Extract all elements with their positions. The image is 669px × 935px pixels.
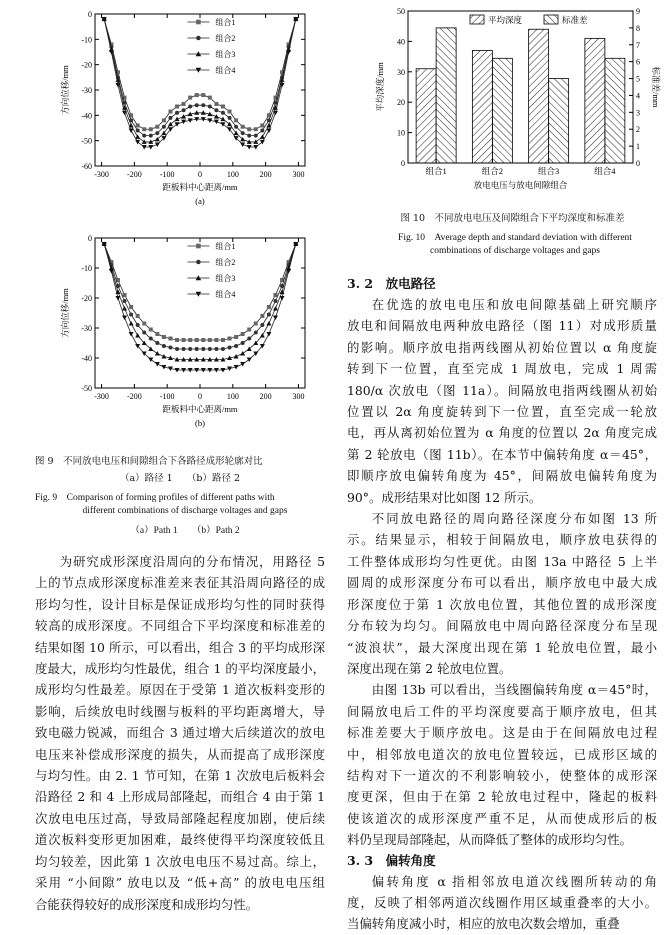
text-line: 180/α 次放电（图 11a）。间隔放电指两线圈从初始: [347, 382, 657, 398]
point-marker-circle: [136, 129, 140, 133]
text-line: 度最大，成形均匀性最优，组合 1 的平均深度最小，: [35, 661, 325, 677]
x-tick-label: -200: [127, 170, 142, 179]
point-marker-square: [260, 123, 264, 127]
x-tick-label: 组合2: [481, 166, 504, 176]
point-marker-circle: [260, 129, 264, 133]
point-marker-triangle: [240, 351, 245, 356]
y-tick-label-right: 4: [636, 91, 640, 101]
point-marker-circle: [221, 347, 225, 351]
text-line: 标准差要大于顺序放电。这是由于在间隔放电过程: [347, 725, 657, 741]
text-line: 结果如图 10 所示，可以看出，组合 3 的平均成形深: [35, 639, 325, 655]
x-tick-label: 200: [259, 392, 272, 401]
text-line: 为研究成形深度沿周向的分布情况，用路径 5: [59, 554, 325, 569]
text-line: 合能获得较好的成形深度和成形均匀性。: [35, 896, 259, 912]
point-marker-circle: [254, 331, 258, 335]
point-marker-square: [196, 244, 201, 249]
y-tick-label-right: 8: [636, 23, 640, 33]
point-marker-circle: [162, 125, 166, 129]
y-tick-label-right: 2: [636, 125, 640, 135]
text-line: 位置以 2α 角度旋转到下一位置，直至完成一轮放: [347, 404, 657, 420]
y-tick-label: -20: [81, 60, 92, 70]
point-marker-circle: [196, 260, 201, 265]
point-marker-square: [260, 314, 264, 318]
y-tick-label: -60: [81, 162, 92, 171]
text-line: 90°。成形结果对比如图 12 所示。: [347, 489, 542, 505]
text-line: 形深度位于第 1 次放电位置，其他位置的成形深度: [347, 596, 657, 612]
text-line: 深度出现在第 2 轮放电位置。: [347, 660, 512, 676]
y-tick-label-right: 1: [636, 142, 640, 152]
point-marker-circle: [208, 104, 212, 108]
x-tick-label: -300: [94, 170, 109, 179]
x-tick-label: -100: [159, 392, 175, 401]
point-marker-triangle-down: [240, 362, 245, 367]
fig9-caption-en: [35, 489, 335, 536]
y-tick-label: -10: [81, 35, 92, 45]
point-marker-triangle-down: [122, 316, 127, 321]
x-tick-label: 组合3: [537, 166, 560, 176]
legend-label: 组合3: [215, 274, 236, 283]
point-marker-square: [182, 338, 186, 342]
point-marker-circle: [195, 347, 199, 351]
point-marker-square: [214, 102, 218, 106]
y-tick-label-left: 20: [397, 98, 405, 108]
point-marker-triangle-down: [247, 358, 252, 363]
text-line: 偏转角度 α 指相邻放电道次线圈所转动的角: [371, 873, 657, 889]
point-marker-circle: [129, 313, 133, 317]
y-tick-label: -40: [81, 354, 92, 363]
point-marker-circle: [228, 346, 232, 350]
text-line: 与均匀性。由 2. 1 节可知，在第 1 次放电后板料会: [35, 768, 325, 784]
x-tick-label: 0: [198, 392, 202, 401]
legend-label: 组合4: [215, 66, 236, 75]
point-marker-square: [254, 322, 258, 326]
x-axis-label: 放电电压与放电间隙组合: [473, 180, 568, 190]
y-tick-label: 0: [88, 234, 92, 243]
y-tick-label: -30: [81, 86, 92, 95]
point-marker-square: [168, 337, 172, 341]
bar-average-depth: [585, 38, 605, 163]
y-tick-label-left: 40: [397, 37, 405, 47]
point-marker-square: [247, 127, 251, 131]
right-column-text: [347, 274, 657, 935]
point-marker-circle: [188, 104, 192, 108]
text-line: 采用 “小间隙” 放电以及 “低+高” 的放电电压组: [35, 875, 325, 891]
point-marker-circle: [267, 313, 271, 317]
point-marker-circle: [241, 131, 245, 135]
point-marker-circle: [260, 323, 264, 327]
fig10-caption-en: [365, 229, 665, 256]
point-marker-circle: [273, 299, 277, 303]
fig10-caption-zh: 图 10 不同放电电压及间隙组合下平均深度和标准差: [400, 213, 625, 224]
point-marker-square: [149, 328, 153, 332]
text-line: 形均匀性，设计目标是保证成形均匀性的同时获得: [35, 596, 325, 612]
bar-standard-deviation: [549, 79, 569, 163]
x-tick-label: 0: [198, 170, 202, 179]
point-marker-circle: [214, 108, 218, 112]
point-marker-triangle-down: [129, 129, 134, 134]
point-marker-triangle: [260, 333, 265, 338]
bar-average-depth: [416, 69, 436, 163]
fig9-caption-en-sub: （a）Path 1 （b）Path 2: [130, 526, 240, 536]
point-marker-triangle: [234, 354, 239, 359]
y-tick-label-right: 6: [636, 57, 640, 67]
point-marker-triangle-down: [148, 358, 153, 363]
fig10-caption-en-title: Fig. 10 Average depth and standard deviation with different: [398, 233, 632, 243]
y-tick-label: -10: [81, 264, 92, 273]
point-marker-triangle-down: [155, 362, 160, 367]
x-tick-label: 组合1: [425, 166, 447, 176]
point-marker-square: [208, 338, 212, 342]
point-marker-circle: [228, 116, 232, 120]
point-marker-square: [175, 104, 179, 108]
y-tick-label: -40: [81, 111, 92, 121]
legend-label: 组合4: [215, 290, 236, 299]
y-tick-label-left: 0: [401, 159, 405, 168]
point-marker-square: [247, 328, 251, 332]
text-line: 影响，后续放电时线圈与板料的平均距离增大，导: [35, 703, 325, 719]
point-marker-circle: [175, 347, 179, 351]
text-line: 工件整体成形均匀性更优。由图 13a 中路径 5 上半: [347, 553, 657, 569]
point-marker-square: [267, 305, 271, 309]
legend-label: 标准差: [562, 15, 588, 25]
point-marker-circle: [182, 108, 186, 112]
section-3-2-para-3: [347, 679, 657, 850]
text-line: 均匀较差，因此第 1 次放电电压不易过高。综上，: [35, 853, 325, 869]
x-tick-label: 组合4: [594, 166, 616, 176]
y-axis-label: 方向位移/mm: [60, 65, 70, 115]
text-line: 致电磁力锐减，而组合 3 通过增大后续道次的放电: [35, 725, 325, 741]
point-marker-circle: [208, 347, 212, 351]
point-marker-square: [162, 335, 166, 339]
point-marker-square: [155, 332, 159, 336]
point-marker-circle: [214, 347, 218, 351]
legend-label: 组合3: [215, 50, 236, 59]
bar-standard-deviation: [436, 28, 456, 163]
fig9b-chart: [45, 230, 315, 445]
point-marker-circle: [221, 111, 225, 115]
fig9-caption-zh-sub: （a）路径 1 （b）路径 2: [119, 473, 241, 484]
y-tick-label: -50: [81, 384, 92, 393]
point-marker-square: [201, 93, 205, 97]
series-组合3: [102, 242, 299, 362]
text-line: “波浪状”，最大深度出现在第 1 轮放电位置，最小: [347, 639, 657, 655]
y-tick-label: -20: [81, 294, 92, 303]
chart-sublabel: (b): [195, 418, 205, 428]
point-marker-circle: [234, 125, 238, 129]
section-3-3-para-1: [347, 871, 657, 935]
y-tick-label: 0: [88, 10, 92, 19]
y-tick-label-right: 5: [636, 74, 640, 84]
point-marker-square: [129, 305, 133, 309]
point-marker-square: [136, 314, 140, 318]
point-marker-square: [182, 102, 186, 106]
point-marker-circle: [182, 347, 186, 351]
point-marker-triangle-down: [266, 129, 271, 134]
series-组合1: [102, 17, 298, 131]
text-line: 放电和间隔放电两种放电路径（图 11）对成形质量: [347, 318, 657, 334]
point-marker-square: [196, 20, 201, 25]
text-line: 第 2 轮放电（图 11b）。在本节中偏转角度 α＝45°，: [347, 446, 657, 462]
x-tick-label: 300: [292, 392, 305, 401]
point-marker-square: [142, 127, 146, 131]
x-tick-label: 100: [226, 170, 239, 179]
text-line: 较高的成形深度。不同组合下平均深度和标准差的: [35, 618, 325, 634]
section-3-3-title: 3. 3 偏转角度: [347, 852, 436, 868]
x-tick-label: 200: [259, 170, 272, 179]
legend-label: 组合1: [215, 18, 236, 27]
text-line: 间隔放电后工件的平均深度要高于顺序放电，但其: [347, 703, 657, 719]
text-line: 圆周的成形深度分布可以看出，顺序放电中最大成: [347, 575, 657, 591]
point-marker-circle: [234, 344, 238, 348]
point-marker-circle: [247, 337, 251, 341]
section-3-2-para-2: [347, 508, 657, 679]
text-line: 由图 13b 可以看出，当线圈偏转角度 α＝45°时，: [371, 682, 657, 698]
y-tick-label-left: 10: [397, 128, 405, 138]
text-line: 次放电电压过高，导致局部隆起程度加剧，使后续: [35, 810, 325, 826]
text-line: 沿路径 2 和 4 上形成局部隆起，而组合 4 由于第 1: [35, 789, 325, 805]
point-marker-square: [221, 338, 225, 342]
fig10-chart: [365, 3, 665, 203]
fig9-caption-zh-title: 图 9 不同放电电压和间隙组合下各路径成形轮廓对比: [35, 456, 263, 467]
fig9-caption-en-title2: different combinations of discharge voltages and gaps: [82, 506, 288, 516]
point-marker-triangle: [122, 306, 127, 311]
point-marker-circle: [254, 134, 258, 138]
text-line: 上的节点成形深度标准差来表征其沿周向路径的成: [35, 575, 325, 591]
text-line: 中，相邻放电道次的放电位置较远，已成形区域的: [347, 746, 657, 762]
point-marker-triangle-down: [266, 332, 271, 337]
y-axis-label: 方向位移/mm: [60, 288, 70, 338]
point-marker-circle: [201, 347, 205, 351]
text-line: 即顺序放电偏转角度为 45°，间隔放电偏转角度为: [347, 468, 657, 484]
y-tick-label-left: 30: [397, 67, 405, 77]
x-axis-label: 距板料中心距离/mm: [162, 404, 238, 414]
point-marker-square: [162, 118, 166, 122]
x-tick-label: 300: [292, 170, 305, 179]
text-line: 示。结果显示，相较于间隔放电，顺序放电获得的: [347, 532, 657, 548]
point-marker-circle: [175, 111, 179, 115]
bar-standard-deviation: [605, 58, 625, 163]
point-marker-circle: [155, 131, 159, 135]
legend-swatch-average-depth: [470, 15, 484, 24]
series-line: [104, 244, 296, 349]
point-marker-square: [273, 293, 277, 297]
point-marker-square: [221, 104, 225, 108]
point-marker-square: [155, 125, 159, 129]
text-line: 的影响。顺序放电指两线圈从初始位置以 α 角度旋: [347, 339, 657, 355]
y-tick-label-right: 0: [636, 159, 640, 168]
point-marker-square: [168, 110, 172, 114]
y-axis-label-right: 标准差/mm: [651, 66, 661, 108]
point-marker-square: [188, 338, 192, 342]
point-marker-triangle: [273, 306, 278, 311]
chart-sublabel: (a): [195, 196, 205, 206]
point-marker-triangle-down: [115, 296, 120, 301]
y-tick-label: -50: [81, 136, 92, 146]
point-marker-square: [214, 338, 218, 342]
y-tick-label-left: 50: [397, 7, 405, 16]
text-line: 度更深，但由于在第 2 轮放电过程中，隆起的板料: [347, 789, 657, 805]
text-line: 当偏转角度减小时，相应的放电次数会增加，重叠: [347, 916, 620, 932]
text-line: 使该道次的成形深度严重不足，从而使成形后的板: [347, 810, 657, 826]
point-marker-circle: [241, 341, 245, 345]
left-column-text: [35, 551, 325, 915]
y-tick-label: -30: [81, 324, 92, 333]
point-marker-circle: [136, 323, 140, 327]
point-marker-circle: [195, 103, 199, 107]
point-marker-triangle: [135, 333, 140, 338]
text-line: 电，再从离初始位置为 α 角度的位置以 2α 角度完成: [347, 425, 657, 441]
legend-label: 组合1: [215, 242, 236, 251]
y-axis-label-left: 平均深度/mm: [375, 62, 385, 112]
y-tick-label-right: 9: [636, 7, 640, 16]
fig9-caption-zh: [35, 453, 325, 484]
point-marker-circle: [149, 337, 153, 341]
x-tick-label: -200: [127, 392, 142, 401]
point-marker-circle: [247, 134, 251, 138]
bar-standard-deviation: [492, 58, 512, 163]
point-marker-circle: [168, 116, 172, 120]
point-marker-circle: [155, 341, 159, 345]
point-marker-square: [201, 338, 205, 342]
point-marker-triangle: [266, 321, 271, 326]
point-marker-square: [149, 127, 153, 131]
point-marker-square: [228, 110, 232, 114]
point-marker-square: [195, 338, 199, 342]
point-marker-square: [123, 293, 127, 297]
text-line: 电压来补偿成形深度的损失，从而提高了成形深度: [35, 746, 325, 762]
text-line: 料仍呈现局部隆起，从而降低了整体的成形均匀性。: [347, 832, 632, 848]
point-marker-square: [241, 125, 245, 129]
fig9a-chart: [45, 6, 315, 224]
point-marker-circle: [142, 331, 146, 335]
fig9-caption-en-title: Fig. 9 Comparison of forming profiles of different paths with: [35, 493, 275, 503]
x-tick-label: 100: [226, 392, 239, 401]
point-marker-triangle-down: [129, 332, 134, 337]
point-marker-square: [136, 123, 140, 127]
y-tick-label-right: 7: [636, 40, 640, 50]
series-组合3: [102, 17, 299, 144]
point-marker-square: [234, 118, 238, 122]
x-tick-label: -100: [159, 170, 175, 179]
point-marker-square: [188, 96, 192, 100]
text-line: 不同放电路径的周向路径深度分布如图 13 所: [371, 511, 657, 527]
text-line: 在优选的放电电压和放电间隙基础上研究顺序: [371, 297, 657, 312]
point-marker-circle: [196, 36, 201, 41]
legend-swatch-standard-deviation: [544, 15, 558, 24]
point-marker-triangle: [155, 351, 160, 356]
legend-label: 平均深度: [488, 15, 523, 25]
text-line: 转到下一位置，直至完成 1 周放电，完成 1 周需: [347, 361, 657, 377]
point-marker-square: [208, 96, 212, 100]
text-line: 度，反映了相邻两道次线圈作用区域重叠率的大小。: [347, 894, 657, 910]
bar-average-depth: [529, 29, 549, 163]
point-marker-square: [241, 332, 245, 336]
x-tick-label: -300: [94, 392, 109, 401]
legend-label: 组合2: [215, 34, 236, 43]
point-marker-square: [228, 337, 232, 341]
point-marker-circle: [168, 346, 172, 350]
legend-label: 组合2: [215, 258, 236, 267]
x-axis-label: 距板料中心距离/mm: [162, 182, 238, 192]
text-line: 分布较为均匀。间隔放电中周向路径深度分布呈现: [347, 618, 657, 634]
section-3-2-title: 3. 2 放电路径: [347, 276, 436, 291]
point-marker-circle: [142, 134, 146, 138]
text-line: 道次板料变形更加困难，最终使得平均深度较低且: [35, 832, 325, 848]
point-marker-triangle-down: [273, 316, 278, 321]
point-marker-circle: [188, 347, 192, 351]
section-3-2-para-1: [347, 294, 657, 508]
text-line: 成形均匀性最差。原因在于受第 1 道次板料变形的: [35, 682, 325, 698]
point-marker-square: [234, 335, 238, 339]
fig10-caption-en-title2: combinations of discharge voltages and gaps: [430, 246, 600, 256]
point-marker-square: [254, 127, 258, 131]
point-marker-square: [195, 93, 199, 97]
y-tick-label-right: 3: [636, 108, 640, 118]
point-marker-circle: [123, 299, 127, 303]
point-marker-circle: [162, 344, 166, 348]
point-marker-triangle: [161, 354, 166, 359]
point-marker-triangle: [129, 321, 134, 326]
point-marker-triangle-down: [280, 296, 285, 301]
point-marker-square: [175, 338, 179, 342]
bar-average-depth: [472, 51, 492, 163]
point-marker-square: [142, 322, 146, 326]
point-marker-circle: [201, 103, 205, 107]
point-marker-circle: [149, 134, 153, 138]
text-line: 结构对下一道次的不利影响较小，使整体的成形深: [347, 767, 657, 783]
